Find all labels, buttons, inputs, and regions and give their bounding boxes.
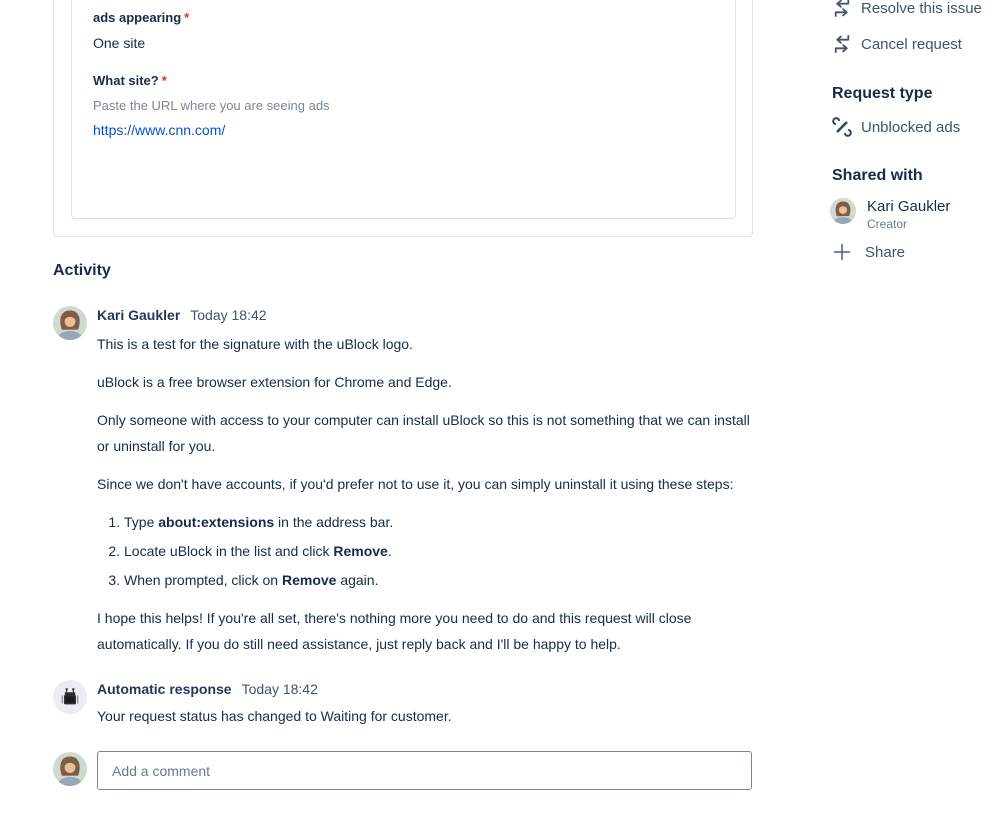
activity-heading: Activity: [53, 262, 111, 279]
comment-header: [97, 307, 753, 323]
field-ads-appearing: [93, 10, 715, 51]
comment-timestamp: Today 18:42: [190, 307, 267, 323]
comment-body: [97, 331, 753, 657]
field-label-text: What site?: [93, 73, 159, 88]
field-label: [93, 73, 715, 89]
shared-person-role: Creator: [867, 217, 908, 231]
step-bold-text: Remove: [281, 572, 337, 588]
step-text: When prompted, click on: [124, 572, 282, 588]
list-item: [124, 567, 753, 593]
required-asterisk: *: [161, 73, 167, 88]
user-avatar: [830, 198, 856, 224]
field-what-site: [93, 73, 715, 140]
comment-steps-list: [97, 509, 753, 593]
comment-paragraph: Only someone with access to your computer can install uBlock so this is not something that we can install or uninstall for you.: [97, 412, 750, 454]
comment-author: Kari Gaukler: [97, 307, 181, 323]
comment-item: [53, 307, 753, 657]
resolve-issue-button[interactable]: [832, 0, 982, 18]
step-text: Locate uBlock in the list and click: [124, 543, 334, 559]
site-url-link[interactable]: https://www.cnn.com/: [93, 122, 226, 138]
list-item: [124, 509, 753, 535]
step-bold-text: about:extensions: [158, 514, 275, 530]
request-type-value: Unblocked ads: [861, 118, 961, 136]
comment-item: [53, 681, 753, 727]
request-details-card: [53, 0, 753, 237]
shared-person-name: Kari Gaukler: [867, 198, 951, 215]
comment-paragraph: This is a test for the signature with the uBlock logo.: [97, 336, 413, 352]
user-avatar: [53, 752, 87, 786]
request-type-heading: Request type: [832, 85, 933, 102]
user-avatar: [53, 306, 87, 340]
share-button[interactable]: [832, 242, 905, 262]
step-text: Type: [124, 514, 159, 530]
required-asterisk: *: [184, 10, 190, 25]
field-label-text: ads appearing: [93, 10, 182, 25]
resolve-issue-label: Resolve this issue: [861, 0, 982, 17]
cancel-request-label: Cancel request: [861, 35, 962, 53]
request-type-row: [832, 117, 960, 137]
transition-icon: [832, 0, 852, 18]
field-helper-text: Paste the URL where you are seeing ads: [93, 98, 330, 113]
status-change-message: Your request status has changed to Waiting for customer.: [97, 708, 452, 724]
shared-person-row: [830, 198, 950, 231]
add-comment-input[interactable]: [97, 751, 752, 790]
tools-icon: [832, 117, 852, 137]
comment-paragraph: I hope this helps! If you're all set, there's nothing more you need to do and this request will close automatically. If you do still need assistance, just reply back and I'll be happy to help.: [97, 610, 692, 652]
field-label: [93, 10, 715, 26]
comment-author: Automatic response: [97, 681, 232, 697]
list-item: [124, 538, 753, 564]
cancel-request-button[interactable]: [832, 34, 962, 54]
step-bold-text: Remove: [333, 543, 388, 559]
step-text: in the address bar.: [274, 514, 394, 530]
comment-header: [97, 681, 753, 697]
share-label: Share: [865, 243, 906, 261]
step-text: again.: [336, 572, 379, 588]
field-value: One site: [93, 35, 146, 51]
shared-with-heading: Shared with: [832, 167, 923, 184]
step-text: .: [387, 543, 392, 559]
add-comment-section: [53, 751, 753, 791]
request-fields-card: [71, 0, 736, 219]
comment-paragraph: Since we don't have accounts, if you'd prefer not to use it, you can simply uninstall it using these steps:: [97, 476, 734, 492]
transition-icon: [832, 34, 852, 54]
plus-icon: [832, 242, 852, 262]
comment-paragraph: uBlock is a free browser extension for Chrome and Edge.: [97, 374, 452, 390]
comment-timestamp: Today 18:42: [241, 681, 318, 697]
robot-avatar: [53, 680, 87, 714]
